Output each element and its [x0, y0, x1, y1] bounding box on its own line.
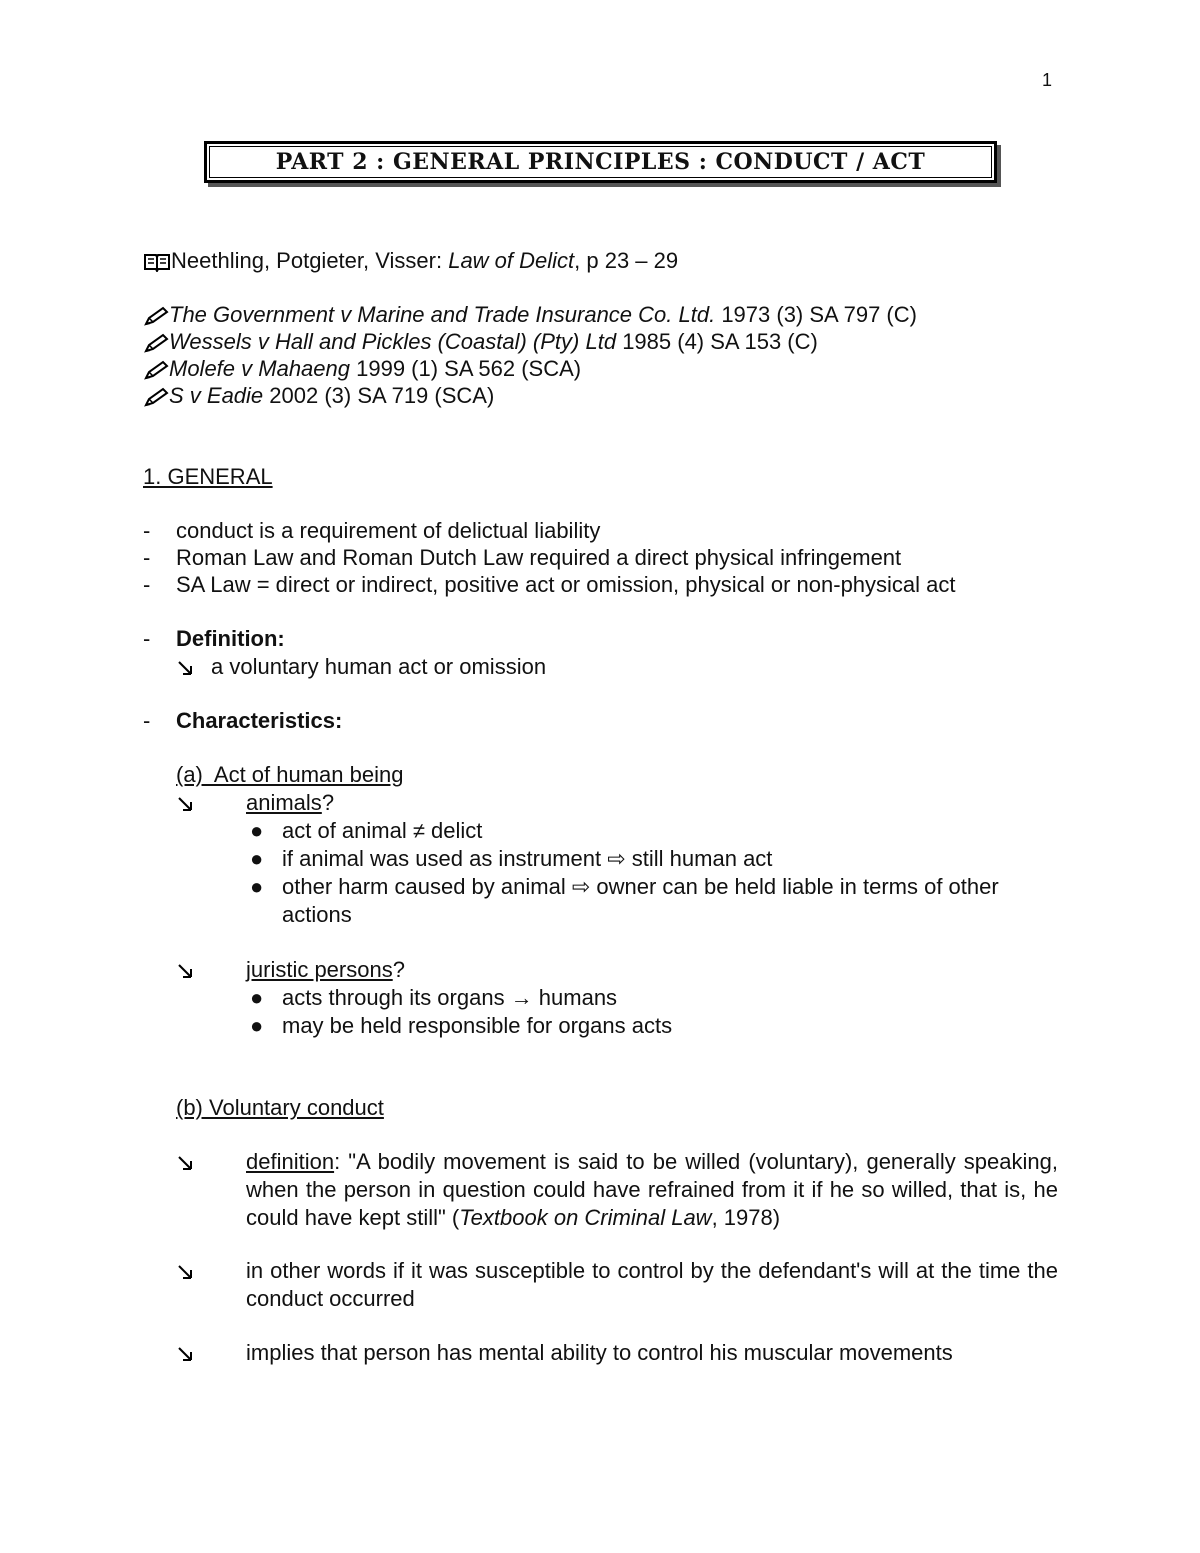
- definition-label: Definition:: [176, 626, 285, 651]
- arrow-icon: [176, 1340, 196, 1365]
- definition-source: Textbook on Criminal Law: [459, 1205, 712, 1230]
- arrow-icon-wrap: [176, 1148, 196, 1176]
- animals-label: animals: [246, 790, 322, 815]
- animals-suffix: ?: [321, 790, 335, 815]
- list-item: - Roman Law and Roman Dutch Law required a direct physical infringement: [143, 545, 902, 570]
- case-citation: 1973 (3) SA 797 (C): [715, 302, 917, 327]
- definition-paragraph: [246, 1148, 1058, 1232]
- arrow-icon-wrap: [176, 1257, 196, 1285]
- case-name: Molefe v Mahaeng: [169, 356, 350, 381]
- reference-line: [143, 247, 678, 275]
- implies-paragraph: implies that person has mental ability to control his muscular movements: [246, 1340, 953, 1365]
- bullet-icon: ●: [250, 846, 264, 871]
- case-item: [143, 382, 494, 410]
- bullet-icon: ●: [250, 874, 264, 899]
- arrow-icon: [176, 790, 196, 815]
- bullet-icon: ●: [250, 1013, 264, 1038]
- bullet-continuation: actions: [282, 902, 352, 927]
- bullet-item: [250, 817, 483, 845]
- case-name: The Government v Marine and Trade Insurance Co. Ltd.: [169, 302, 716, 327]
- definition-item: - Definition:: [143, 626, 285, 651]
- page-number: 1: [1042, 70, 1053, 90]
- arrow-icon-wrap: [176, 1339, 196, 1367]
- subsection-heading: (b) Voluntary conduct: [176, 1095, 384, 1120]
- list-item-text: conduct is a requirement of delictual liability: [176, 518, 601, 543]
- list-item: - SA Law = direct or indirect, positive act or omission, physical or non-physical act: [143, 572, 956, 597]
- pencil-icon: [143, 383, 169, 408]
- definition-sub: [176, 653, 547, 681]
- arrow-icon: [176, 1258, 196, 1283]
- bullet-text: act of animal ≠ delict: [282, 818, 483, 843]
- case-citation: 2002 (3) SA 719 (SCA): [263, 383, 495, 408]
- bullet-icon: ●: [250, 985, 264, 1010]
- bullet-text: if animal was used as instrument ⇨ still human act: [282, 846, 773, 871]
- definition-label-b: definition: [246, 1149, 335, 1174]
- subsection-heading: (a) Act of human being: [176, 762, 404, 787]
- case-item: [143, 328, 818, 356]
- bullet-text: other harm caused by animal ⇨ owner can be held liable in terms of other: [282, 874, 999, 899]
- definition-text: a voluntary human act or omission: [211, 654, 547, 679]
- bullet-item: [250, 984, 618, 1012]
- animals-item: [176, 789, 335, 817]
- list-item: - conduct is a requirement of delictual liability: [143, 518, 601, 543]
- reference-pages: , p 23 – 29: [574, 248, 679, 273]
- bullet-text: acts through its organs → humans: [282, 985, 618, 1010]
- other-words-paragraph: in other words if it was susceptible to control by the defendant's will at the time the conduct occurred: [246, 1258, 1058, 1311]
- case-citation: 1985 (4) SA 153 (C): [616, 329, 818, 354]
- pencil-icon: [143, 356, 169, 381]
- reference-prefix: Neethling, Potgieter, Visser:: [171, 248, 449, 273]
- definition-year: , 1978): [711, 1205, 781, 1230]
- pencil-icon: [143, 329, 169, 354]
- case-name: S v Eadie: [169, 383, 264, 408]
- section-heading: 1. GENERAL: [143, 464, 273, 489]
- case-name: Wessels v Hall and Pickles (Coastal) (Pty) Ltd: [169, 329, 617, 354]
- bullet-text: may be held responsible for organs acts: [282, 1013, 673, 1038]
- arrow-icon: [176, 1149, 196, 1174]
- arrow-icon: [176, 957, 196, 982]
- characteristics-item: - Characteristics:: [143, 708, 343, 733]
- bullet-icon: ●: [250, 818, 264, 843]
- characteristics-label: Characteristics:: [176, 708, 343, 733]
- juristic-suffix: ?: [392, 957, 405, 982]
- juristic-label: juristic persons: [246, 957, 393, 982]
- reference-book: Law of Delict: [448, 248, 575, 273]
- bullet-item: [250, 1012, 673, 1040]
- bullet-item: [250, 873, 999, 901]
- definition-text-b: : "A bodily movement is said to be willed (voluntary), generally speaking, when the person in question could have refrained from it if he so willed, that is, he could have kept still" (: [246, 1149, 1058, 1230]
- case-item: [143, 301, 917, 329]
- arrow-icon: [176, 654, 196, 679]
- list-item-text: SA Law = direct or indirect, positive act or omission, physical or non-physical act: [176, 572, 956, 597]
- page-title: PART 2 : GENERAL PRINCIPLES : CONDUCT / ACT: [275, 149, 926, 175]
- case-citation: 1999 (1) SA 562 (SCA): [350, 356, 582, 381]
- book-icon: [143, 248, 171, 273]
- case-item: [143, 355, 581, 383]
- bullet-item: [250, 845, 773, 873]
- pencil-icon: [143, 302, 169, 327]
- list-item-text: Roman Law and Roman Dutch Law required a direct physical infringement: [176, 545, 902, 570]
- juristic-item: [176, 956, 405, 984]
- title-box: [204, 141, 997, 183]
